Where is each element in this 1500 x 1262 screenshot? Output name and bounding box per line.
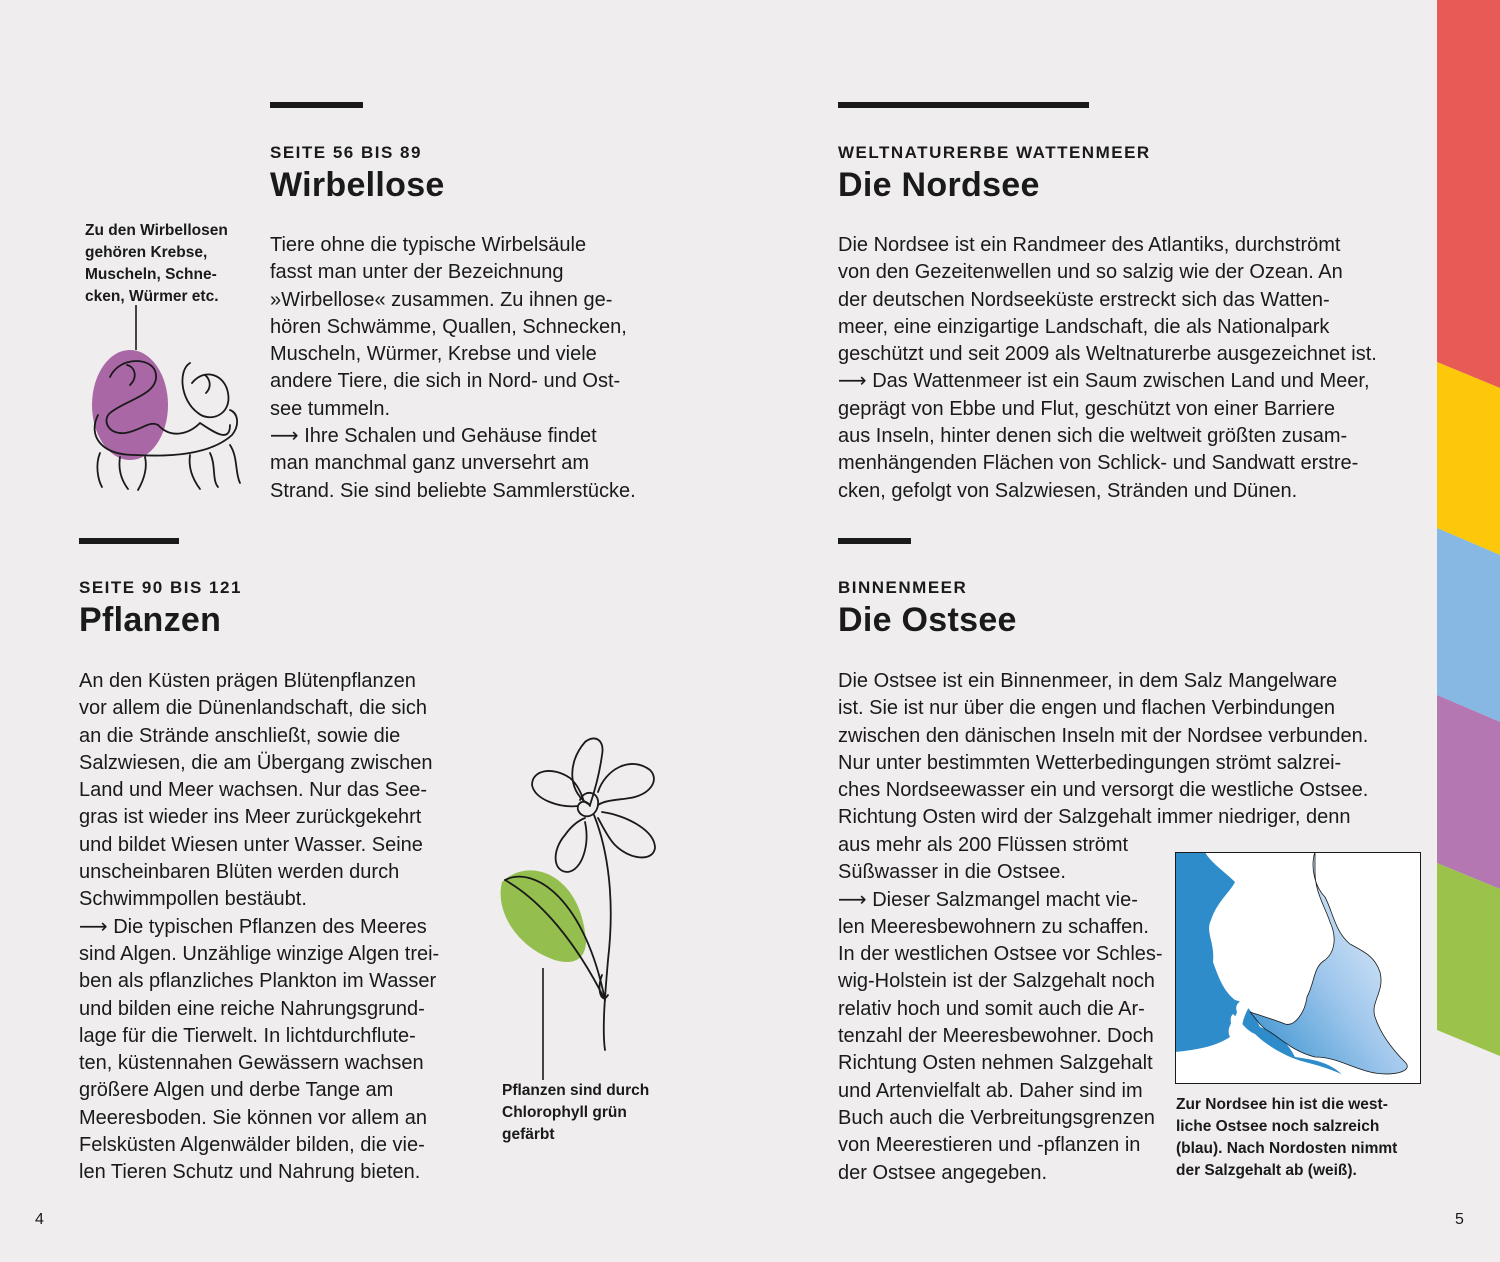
- kicker-wirbellose: SEITE 56 BIS 89: [270, 143, 422, 162]
- title-ostsee: Die Ostsee: [838, 601, 1017, 639]
- stripe-purple: [1437, 695, 1500, 889]
- body-wirbellose: Tiere ohne die typische Wirbelsäule fasst man unter der Bezeichnung »Wirbellose« zusammen. Zu ihnen ge- hören Schwämme, Quallen, Schnecken, Muscheln, Würmer, Krebse und viele andere Tiere, die sich in Nord- und Ost- see tummeln. ⟶ Ihre Schalen und Gehäuse findet man manchmal ganz unversehrt am Strand. Sie sind beliebte Sammlerstücke.: [270, 234, 636, 502]
- title-nordsee: Die Nordsee: [838, 166, 1040, 204]
- stripe-yellow: [1437, 362, 1500, 555]
- section-rule-nordsee: [838, 102, 1089, 108]
- stripe-blue: [1437, 528, 1500, 722]
- body-ostsee-top: Die Ostsee ist ein Binnenmeer, in dem Salz Mangelware ist. Sie ist nur über die engen und flachen Verbindungen zwischen den dänischen Inseln mit der Nordsee verbunden. Nur unter bestimmten Wetterbedingungen strömt salzrei- ches Nordseewasser ein und versorgt die westliche Ostsee. Richtung Osten wird der Salzgehalt immer niedriger, denn: [838, 670, 1369, 829]
- kicker-ostsee: BINNENMEER: [838, 578, 968, 597]
- page-number-right: 5: [1455, 1211, 1464, 1228]
- baltic-salinity-map: [1175, 852, 1421, 1084]
- kicker-pflanzen: SEITE 90 BIS 121: [79, 578, 242, 597]
- page-number-left: 4: [35, 1211, 44, 1228]
- kicker-nordsee: WELTNATURERBE WATTENMEER: [838, 143, 1151, 162]
- caption-pflanzen: Pflanzen sind durch Chlorophyll grün gefärbt: [502, 1082, 650, 1143]
- title-wirbellose: Wirbellose: [270, 166, 445, 204]
- stripe-red: [1437, 0, 1500, 388]
- section-rule-ostsee: [838, 538, 911, 544]
- flower-illustration: [490, 730, 670, 1085]
- caption-ostsee: Zur Nordsee hin ist die west- liche Ostsee noch salzreich (blau). Nach Nordosten nimmt der Salzgehalt ab (weiß).: [1176, 1096, 1398, 1179]
- crab-illustration: [80, 305, 250, 500]
- caption-wirbellose: Zu den Wirbellosen gehören Krebse, Muscheln, Schne- cken, Würmer etc.: [85, 222, 228, 305]
- stripe-green: [1437, 863, 1500, 1056]
- title-pflanzen: Pflanzen: [79, 601, 222, 639]
- section-rule-pflanzen: [79, 538, 179, 544]
- section-rule-wirbellose: [270, 102, 363, 108]
- body-ostsee-bottom: aus mehr als 200 Flüssen strömt Süßwasser in die Ostsee. ⟶ Dieser Salzmangel macht vie- len Meeresbewohnern zu schaffen. In der westlichen Ostsee vor Schles- wig-Holstein ist der Salzgehalt noch relativ hoch und somit auch die Ar- tenzahl der Meeresbewohner. Doch Richtung Osten nehmen Salzgehalt und Artenvielfalt ab. Daher sind im Buch auch die Verbreitungsgrenzen von Meerestieren und -pflanzen in der Ostsee angegeben.: [838, 834, 1163, 1184]
- body-nordsee: Die Nordsee ist ein Randmeer des Atlantiks, durchströmt von den Gezeitenwellen und so salzig wie der Ozean. An der deutschen Nordseeküste erstreckt sich das Watten- meer, eine einzigartige Landschaft, die als Nationalpark geschützt und seit 2009 als Weltnaturerbe ausgezeichnet ist. ⟶ Das Wattenmeer ist ein Saum zwischen Land und Meer, geprägt von Ebbe und Flut, geschützt von einer Barriere aus Inseln, hinter denen sich die weltweit größten zusam- menhängenden Flächen von Schlick- und Sandwatt erstre- cken, gefolgt von Salzwiesen, Stränden und Dünen.: [838, 234, 1377, 502]
- body-pflanzen: An den Küsten prägen Blütenpflanzen vor allem die Dünenlandschaft, die sich an die Strände anschließt, sowie die Salzwiesen, die am Übergang zwischen Land und Meer wachsen. Nur das See- gras ist wieder ins Meer zurückgekehrt und bildet Wiesen unter Wasser. Seine unscheinbaren Blüten werden durch Schwimmpollen bestäubt. ⟶ Die typischen Pflanzen des Meeres sind Algen. Unzählige winzige Algen trei- ben als pflanzliches Plankton im Wasser und bilden eine reiche Nahrungsgrund- lage für die Tierwelt. In lichtdurchflute- ten, küstennahen Gewässern wachsen größere Algen und derbe Tange am Meeresboden. Sie können vor allem an Felsküsten Algenwälder bilden, die vie- len Tieren Schutz und Nahrung bieten.: [79, 670, 440, 1184]
